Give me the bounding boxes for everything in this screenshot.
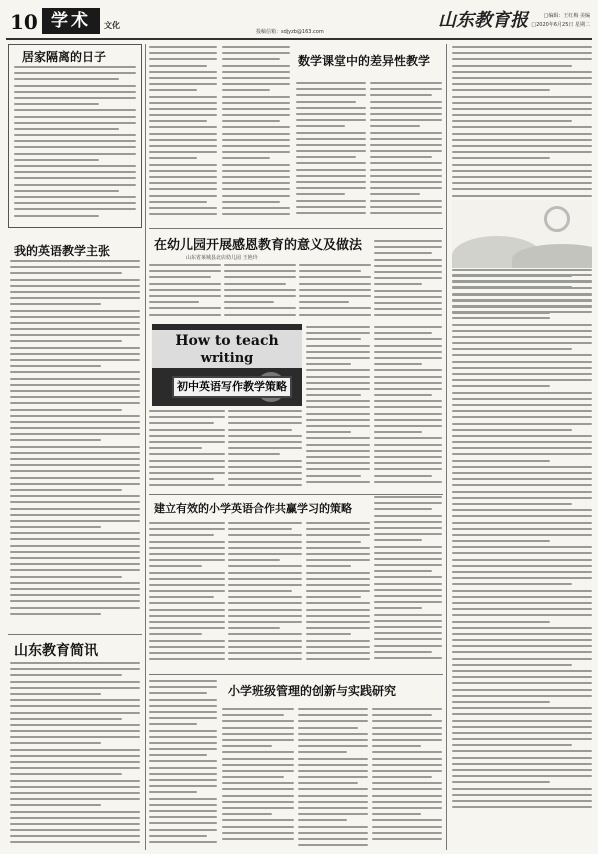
article-body-gratitude-col-b bbox=[224, 264, 296, 320]
article-body-mgmt-col-b bbox=[222, 708, 294, 850]
article-body-writing-col-b bbox=[374, 326, 442, 492]
article-body-writing-col-c bbox=[149, 410, 225, 492]
divider-center-a bbox=[149, 228, 443, 229]
article-body-mgmt-col-c bbox=[298, 708, 368, 850]
photo-caption-writing-strategy: 初中英语写作教学策略 bbox=[172, 376, 292, 398]
editor-line: □编辑：王红梅 美编 bbox=[543, 13, 590, 19]
feature-photo-writing bbox=[152, 324, 302, 406]
article-body-gratitude-col-a bbox=[149, 264, 221, 320]
article-byline-gratitude-education: 山东省莱城县北店幼儿园 王艳玲 bbox=[186, 255, 258, 261]
article-title-education-briefs: 山东教育简讯 bbox=[14, 643, 98, 659]
article-title-differentiated-math: 数学课堂中的差异性教学 bbox=[298, 54, 431, 68]
article-body-coop-col-d bbox=[374, 496, 442, 670]
masthead: 山东教育报 bbox=[438, 10, 528, 31]
divider-center-b bbox=[149, 494, 443, 495]
divider-left bbox=[8, 634, 142, 635]
article-body-coop-col-c bbox=[306, 522, 370, 670]
decorative-illustration bbox=[452, 200, 592, 268]
article-title-english-teaching: 我的英语教学主张 bbox=[14, 244, 111, 258]
article-body-math-col-a bbox=[296, 82, 366, 226]
article-title-class-management: 小学班级管理的创新与实践研究 bbox=[228, 684, 397, 698]
article-body-col-b bbox=[222, 46, 290, 226]
photo-text-writing: writing bbox=[152, 350, 302, 368]
article-body-gratitude-col-c bbox=[299, 264, 371, 320]
article-body-home-isolation bbox=[14, 66, 136, 224]
article-body-mgmt-col-d bbox=[372, 708, 442, 850]
header-meta bbox=[531, 12, 590, 30]
article-body-col-a bbox=[149, 46, 217, 226]
article-body-mgmt-col-a bbox=[149, 680, 217, 850]
column-rule-1 bbox=[145, 44, 146, 850]
article-body-writing-col-a bbox=[306, 326, 370, 492]
page-header bbox=[6, 6, 592, 40]
sun-icon bbox=[544, 206, 570, 232]
article-title-cooperative-learning: 建立有效的小学英语合作共赢学习的策略 bbox=[154, 502, 352, 515]
date-line: □2020年6月25日 星期二 bbox=[531, 22, 590, 28]
article-body-right-bottom bbox=[452, 274, 592, 850]
article-body-english-teaching bbox=[10, 260, 140, 626]
article-body-coop-col-a bbox=[149, 522, 225, 670]
article-body-writing-col-d bbox=[228, 410, 302, 492]
article-body-math-col-b bbox=[370, 82, 442, 226]
page-number: 10 bbox=[10, 10, 38, 34]
divider-center-c bbox=[149, 674, 443, 675]
column-rule-2 bbox=[446, 44, 447, 850]
article-body-gratitude-col-d bbox=[374, 240, 442, 320]
article-title-gratitude-education: 在幼儿园开展感恩教育的意义及做法 bbox=[154, 238, 363, 253]
article-title-home-isolation: 居家隔离的日子 bbox=[22, 50, 107, 64]
submission-email: 投稿信箱：sdjyzb@163.com bbox=[256, 29, 324, 35]
section-badge: 学术 bbox=[42, 8, 100, 34]
article-body-coop-col-b bbox=[228, 522, 302, 670]
photo-text-how-to-teach: How to teach bbox=[152, 330, 302, 352]
section-subtitle: 文化 bbox=[104, 21, 120, 30]
article-body-education-briefs bbox=[10, 662, 140, 848]
